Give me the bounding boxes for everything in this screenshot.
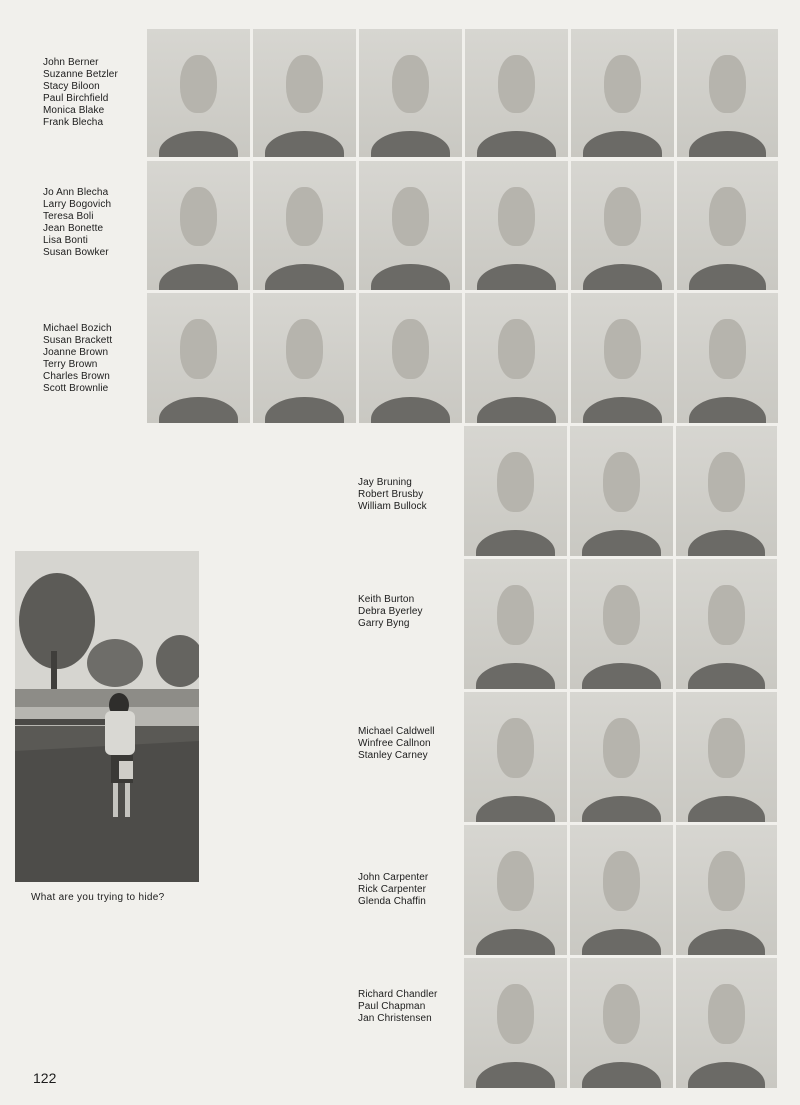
student-name: Charles Brown [43, 371, 110, 382]
portrait-photo [570, 692, 673, 822]
portrait-photo [676, 958, 777, 1088]
portrait-photo [147, 29, 250, 157]
portrait-photo [570, 559, 673, 689]
student-name: Teresa Boli [43, 211, 94, 222]
student-name: John Carpenter [358, 872, 429, 883]
portrait-photo [464, 559, 567, 689]
portrait-photo [465, 161, 568, 290]
portrait-photo [571, 161, 674, 290]
portrait-photo [570, 958, 673, 1088]
student-name: Stanley Carney [358, 750, 428, 761]
page-number: 122 [33, 1070, 57, 1086]
student-name: Richard Chandler [358, 989, 438, 1000]
student-name: Frank Blecha [43, 117, 104, 128]
student-name: Rick Carpenter [358, 884, 427, 895]
portrait-photo [464, 958, 567, 1088]
name-list-row-5 [358, 594, 423, 630]
portrait-photo [359, 161, 462, 290]
portrait-photo [570, 825, 673, 955]
name-list-row-1 [43, 57, 118, 129]
student-name: Michael Caldwell [358, 726, 435, 737]
portrait-photo [464, 692, 567, 822]
student-name: Jay Bruning [358, 477, 412, 488]
name-list-row-2 [43, 187, 111, 259]
portrait-photo [253, 29, 356, 157]
portrait-photo [147, 161, 250, 290]
student-name: Terry Brown [43, 359, 98, 370]
portrait-photo [464, 426, 567, 556]
portrait-photo [677, 161, 778, 290]
student-name: Larry Bogovich [43, 199, 112, 210]
portrait-photo [676, 426, 777, 556]
portrait-photo [570, 426, 673, 556]
portrait-photo [465, 29, 568, 157]
portrait-photo [676, 692, 777, 822]
name-list-row-7 [358, 872, 428, 908]
student-name: Jan Christensen [358, 1013, 432, 1024]
portrait-photo [359, 293, 462, 423]
student-name: William Bullock [358, 501, 427, 512]
student-name: Monica Blake [43, 105, 105, 116]
student-name: Lisa Bonti [43, 235, 88, 246]
portrait-photo [571, 293, 674, 423]
student-name: Susan Bowker [43, 247, 109, 258]
portrait-photo [359, 29, 462, 157]
student-name: Garry Byng [358, 618, 410, 629]
portrait-photo [571, 29, 674, 157]
candid-photo [15, 551, 199, 882]
student-name: Jo Ann Blecha [43, 187, 109, 198]
portrait-photo [464, 825, 567, 955]
student-name: Glenda Chaffin [358, 896, 426, 907]
candid-scene [15, 551, 199, 882]
student-name: Robert Brusby [358, 489, 424, 500]
portrait-photo [465, 293, 568, 423]
photo-caption: What are you trying to hide? [31, 892, 165, 903]
portrait-photo [677, 29, 778, 157]
student-name: Suzanne Betzler [43, 69, 118, 80]
student-name: John Berner [43, 57, 99, 68]
name-list-row-3 [43, 323, 112, 395]
student-name: Debra Byerley [358, 606, 423, 617]
portrait-photo [677, 293, 778, 423]
student-name: Keith Burton [358, 594, 415, 605]
portrait-photo [253, 293, 356, 423]
student-name: Joanne Brown [43, 347, 109, 358]
student-name: Winfree Callnon [358, 738, 431, 749]
student-name: Stacy Biloon [43, 81, 100, 92]
student-name: Paul Chapman [358, 1001, 426, 1012]
name-list-row-8 [358, 989, 437, 1025]
portrait-photo [676, 825, 777, 955]
student-name: Scott Brownlie [43, 383, 109, 394]
student-name: Paul Birchfield [43, 93, 109, 104]
student-name: Michael Bozich [43, 323, 112, 334]
portrait-photo [253, 161, 356, 290]
name-list-row-4 [358, 477, 427, 513]
student-name: Jean Bonette [43, 223, 104, 234]
portrait-photo [676, 559, 777, 689]
student-name: Susan Brackett [43, 335, 113, 346]
name-list-row-6 [358, 726, 435, 762]
portrait-photo [147, 293, 250, 423]
